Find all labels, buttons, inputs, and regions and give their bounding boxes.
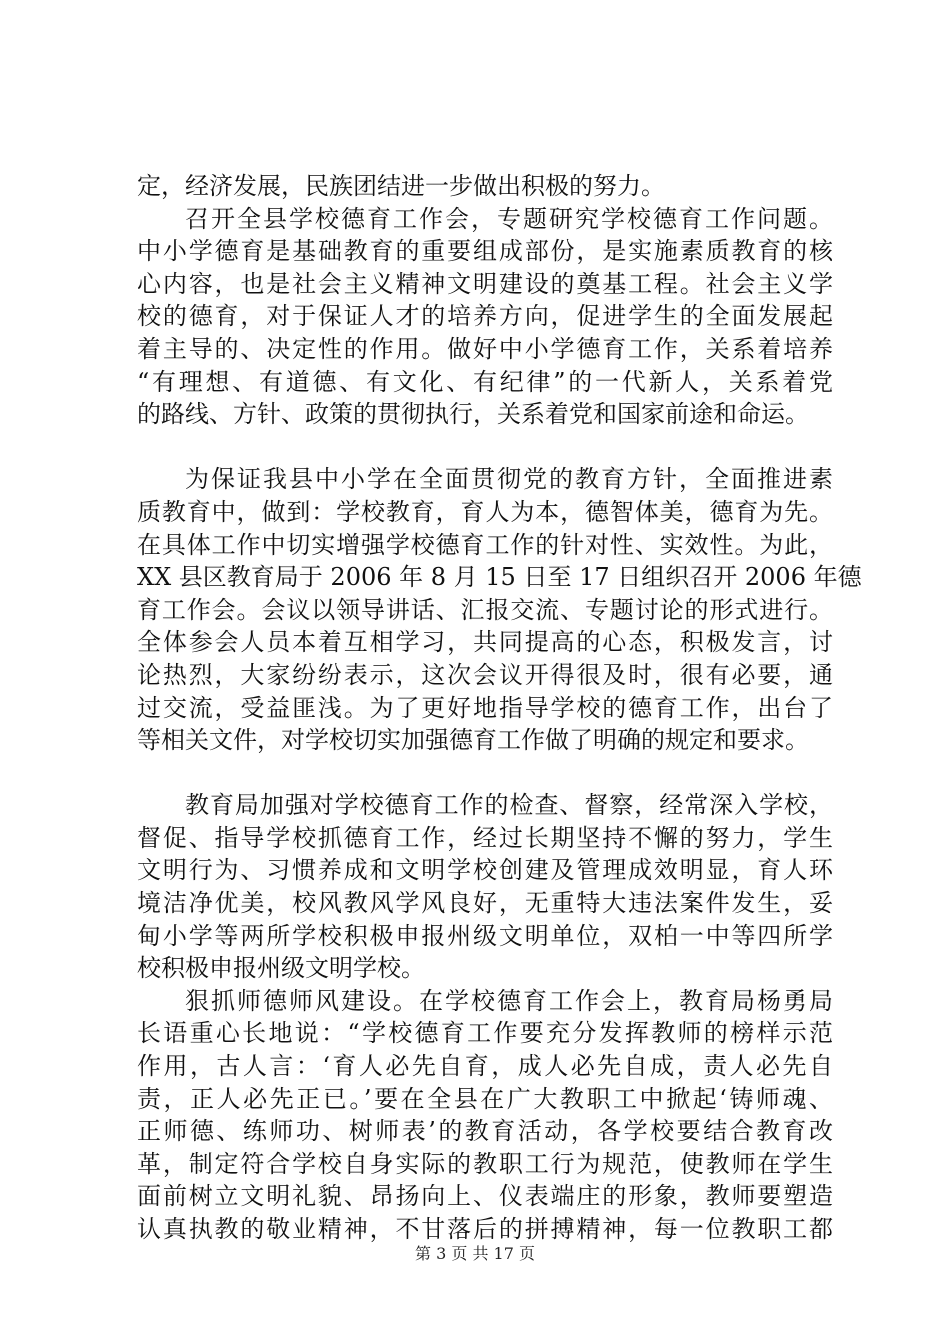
text-line: 等相关文件，对学校切实加强德育工作做了明确的规定和要求。 bbox=[137, 726, 809, 755]
paragraph bbox=[137, 789, 833, 985]
text-line: 召开全县学校德育工作会，专题研究学校德育工作问题。 bbox=[185, 204, 833, 233]
text-line: 正师德、练师功、树师表’的教育活动，各学校要结合教育改 bbox=[137, 1117, 833, 1146]
text-line: 境洁净优美，校风教风学风良好，无重特大违法案件发生，妥 bbox=[137, 889, 833, 918]
text-line: 教育局加强对学校德育工作的检查、督察，经常深入学校， bbox=[185, 791, 833, 820]
text-line: 责，正人必先正已。’要在全县在广大教职工中掀起‘铸师魂、 bbox=[137, 1084, 833, 1113]
paragraph-spacer bbox=[137, 757, 833, 790]
page-number-label: 第 3 页 共 17 页 bbox=[415, 1244, 535, 1263]
paragraph bbox=[137, 203, 833, 431]
text-line: 为保证我县中小学在全面贯彻党的教育方针，全面推进素 bbox=[185, 465, 833, 494]
text-line: 狠抓师德师风建设。在学校德育工作会上，教育局杨勇局 bbox=[185, 986, 833, 1015]
text-line: 过交流，受益匪浅。为了更好地指导学校的德育工作，出台了 bbox=[137, 693, 833, 722]
text-line: 在具体工作中切实增强学校德育工作的针对性、实效性。为此， bbox=[137, 530, 833, 559]
text-line: 革，制定符合学校自身实际的教职工行为规范，使教师在学生 bbox=[137, 1149, 833, 1178]
text-line: 定，经济发展，民族团结进一步做出积极的努力。 bbox=[137, 172, 665, 200]
text-line: 着主导的、决定性的作用。做好中小学德育工作，关系着培养 bbox=[137, 334, 833, 363]
paragraph bbox=[137, 985, 833, 1246]
paragraph bbox=[137, 463, 862, 756]
text-line: 文明行为、习惯养成和文明学校创建及管理成效明显，育人环 bbox=[137, 856, 833, 885]
text-line: 育工作会。会议以领导讲话、汇报交流、专题讨论的形式进行。 bbox=[137, 595, 833, 624]
text-line: 甸小学等两所学校积极申报州级文明单位，双柏一中等四所学 bbox=[137, 921, 833, 950]
text-line: 全体参会人员本着互相学习，共同提高的心态，积极发言，讨 bbox=[137, 628, 833, 657]
text-line: 中小学德育是基础教育的重要组成部份，是实施素质教育的核 bbox=[137, 237, 833, 266]
text-line: XX 县区教育局于 2006 年 8 月 15 日至 17 日组织召开 2006 年德 bbox=[137, 563, 862, 592]
page-footer bbox=[0, 1244, 950, 1264]
text-line: 质教育中，做到：学校教育，育人为本，德智体美，德育为先。 bbox=[137, 497, 833, 526]
document-body bbox=[137, 170, 862, 1246]
text-line: 面前树立文明礼貌、昂扬向上、仪表端庄的形象，教师要塑造 bbox=[137, 1182, 833, 1211]
text-line: 督促、指导学校抓德育工作，经过长期坚持不懈的努力，学生 bbox=[137, 823, 833, 852]
text-line: 作用，古人言：‘育人必先自育，成人必先自成，责人必先自 bbox=[137, 1052, 833, 1081]
text-line: 的路线、方针、政策的贯彻执行，关系着党和国家前途和命运。 bbox=[137, 400, 809, 429]
text-line: 论热烈，大家纷纷表示，这次会议开得很及时，很有必要，通 bbox=[137, 660, 833, 689]
text-line: 校的德育，对于保证人才的培养方向，促进学生的全面发展起 bbox=[137, 302, 833, 331]
text-line: “有理想、有道德、有文化、有纪律”的一代新人，关系着党 bbox=[137, 367, 833, 396]
text-line: 心内容，也是社会主义精神文明建设的奠基工程。社会主义学 bbox=[137, 269, 833, 298]
paragraph bbox=[137, 170, 833, 203]
paragraph-spacer bbox=[137, 431, 833, 464]
text-line: 校积极申报州级文明学校。 bbox=[137, 954, 425, 983]
text-line: 认真执教的敬业精神，不甘落后的拼搏精神，每一位教职工都 bbox=[137, 1215, 833, 1243]
text-line: 长语重心长地说：“学校德育工作要充分发挥教师的榜样示范 bbox=[137, 1019, 833, 1048]
